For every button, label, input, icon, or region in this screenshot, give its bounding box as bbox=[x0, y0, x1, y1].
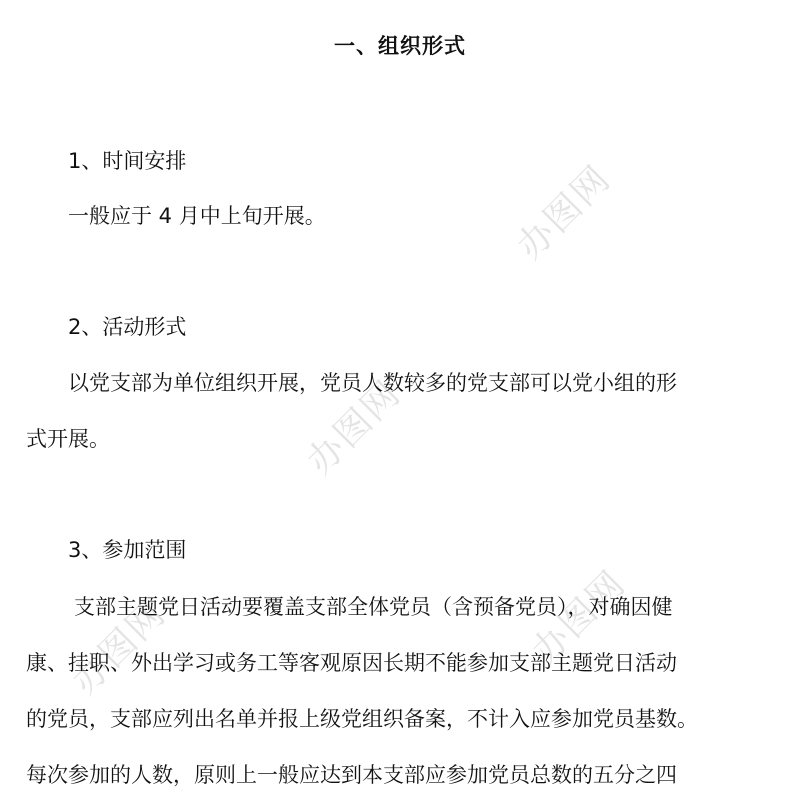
section-heading: 3、参加范围 bbox=[68, 538, 187, 562]
paragraph-line: 式开展。 bbox=[26, 427, 110, 451]
watermark: 办图网 bbox=[299, 372, 409, 483]
watermark: 办图网 bbox=[64, 592, 174, 703]
section-heading: 2、活动形式 bbox=[68, 315, 187, 339]
paragraph-line: 康、挂职、外出学习或务工等客观原因长期不能参加支部主题党日活动 bbox=[26, 651, 677, 675]
watermark: 办图网 bbox=[524, 562, 634, 673]
watermark: 办图网 bbox=[509, 157, 619, 268]
section-heading: 1、时间安排 bbox=[68, 149, 187, 173]
paragraph-line: 支部主题党日活动要覆盖支部全体党员（含预备党员），对确因健 bbox=[74, 595, 673, 619]
paragraph-line: 一般应于 4 月中上旬开展。 bbox=[68, 204, 326, 228]
paragraph-line: 每次参加的人数，原则上一般应达到本支部应参加党员总数的五分之四 bbox=[26, 763, 677, 787]
paragraph-line: 的党员，支部应列出名单并报上级党组织备案，不计入应参加党员基数。 bbox=[26, 707, 698, 731]
page-title: 一、组织形式 bbox=[334, 34, 466, 58]
paragraph-line: 以党支部为单位组织开展，党员人数较多的党支部可以党小组的形 bbox=[68, 371, 677, 395]
